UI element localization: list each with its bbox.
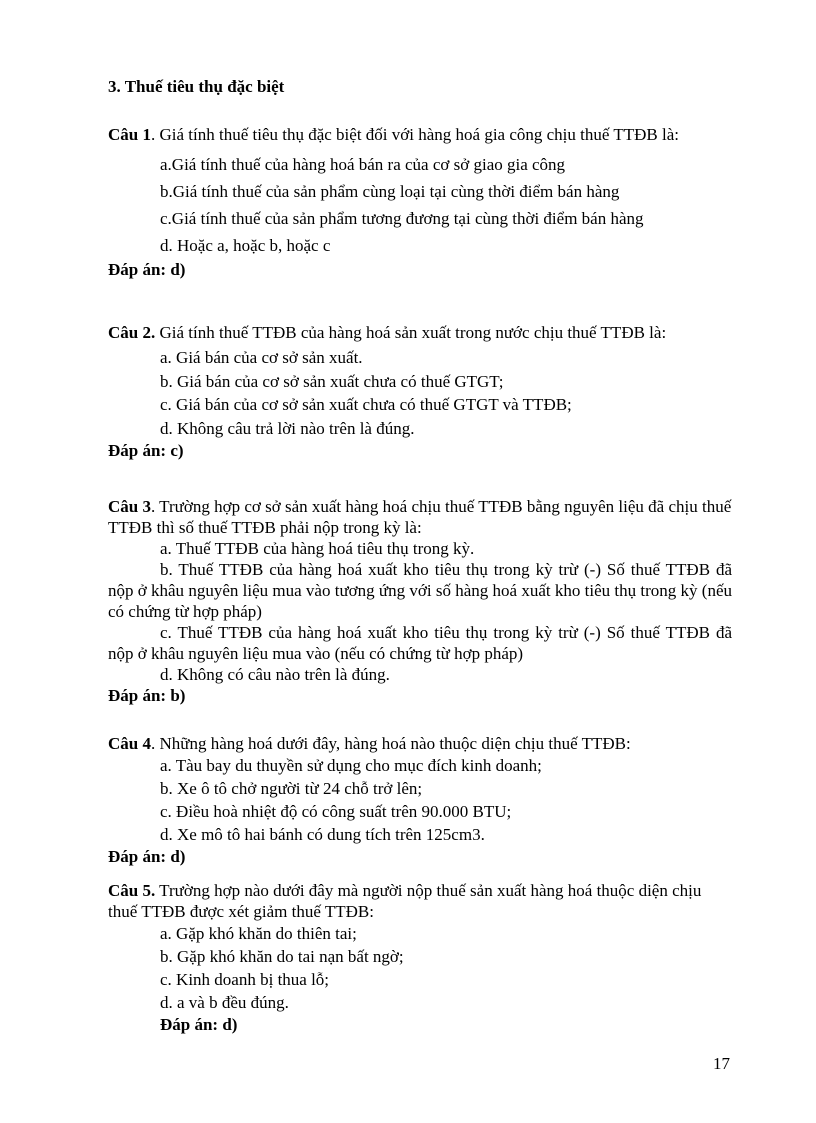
option-b: b. Giá bán của cơ sở sản xuất chưa có thuế GTGT; (160, 371, 504, 391)
question-number: Câu 4 (108, 734, 151, 753)
option-a: a. Giá bán của cơ sở sản xuất. (160, 348, 363, 367)
option-d: d. Không câu trả lời nào trên là đúng. (160, 418, 415, 438)
question-body: . Trường hợp cơ sở sản xuất hàng hoá chịu thuế TTĐB bằng nguyên liệu đã chịu thuế TTĐB thì số thuế TTĐB phải nộp trong kỳ là: (108, 497, 732, 537)
question-text (108, 322, 732, 343)
option-d: d. Xe mô tô hai bánh có dung tích trên 125cm3. (160, 825, 485, 844)
answer: Đáp án: d) (108, 847, 186, 866)
question-1 (108, 123, 732, 280)
option-a: a. Tàu bay du thuyền sử dụng cho mục đích kinh doanh; (160, 756, 542, 775)
question-text (108, 880, 732, 922)
section-title: 3. Thuế tiêu thụ đặc biệt (108, 77, 285, 96)
option-d: d. a và b đều đúng. (160, 993, 289, 1012)
answer: Đáp án: d) (160, 1015, 238, 1034)
question-3 (108, 496, 732, 706)
question-text (108, 123, 732, 147)
answer: Đáp án: b) (108, 686, 186, 705)
question-body: . Giá tính thuế tiêu thụ đặc biệt đối với hàng hoá gia công chịu thuế TTĐB là: (150, 125, 679, 144)
option-c: c. Kinh doanh bị thua lỗ; (160, 970, 330, 989)
question-text (108, 733, 732, 754)
option-b: b. Thuế TTĐB của hàng hoá xuất kho tiêu thụ trong kỳ trừ (-) Số thuế TTĐB đã nộp ở khâu nguyên liệu mua vào tương ứng với số hàng hoá xuất kho tiêu thụ trong kỳ (nếu có chứng từ hợp pháp) (108, 560, 732, 621)
option-c: c. Thuế TTĐB của hàng hoá xuất kho tiêu thụ trong kỳ trừ (-) Số thuế TTĐB đã nộp ở khâu nguyên liệu mua vào (nếu có chứng từ hợp pháp) (108, 623, 732, 663)
question-number: Câu 3 (108, 497, 151, 516)
option-a: a.Giá tính thuế của hàng hoá bán ra của cơ sở giao gia công (160, 155, 566, 174)
question-4 (108, 733, 732, 867)
answer: Đáp án: d) (108, 260, 186, 279)
option-c: c.Giá tính thuế của sản phẩm tương đương tại cùng thời điểm bán hàng (160, 209, 644, 228)
question-5 (108, 880, 732, 1035)
option-b: b. Xe ô tô chở người từ 24 chỗ trở lên; (160, 779, 423, 798)
option-b: b. Gặp khó khăn do tai nạn bất ngờ; (160, 947, 404, 966)
question-number: Câu 2. (108, 323, 156, 342)
question-number: Câu 5. (108, 881, 156, 900)
question-body: Giá tính thuế TTĐB của hàng hoá sản xuất trong nước chịu thuế TTĐB là: (155, 323, 667, 342)
option-a: a. Thuế TTĐB của hàng hoá tiêu thụ trong kỳ. (160, 539, 475, 558)
answer: Đáp án: c) (108, 441, 184, 460)
option-b: b.Giá tính thuế của sản phẩm cùng loại tại cùng thời điểm bán hàng (160, 182, 620, 201)
option-d: d. Không có câu nào trên là đúng. (160, 665, 390, 684)
option-c: c. Giá bán của cơ sở sản xuất chưa có thuế GTGT và TTĐB; (160, 395, 572, 414)
question-body: . Những hàng hoá dưới đây, hàng hoá nào thuộc diện chịu thuế TTĐB: (150, 734, 631, 753)
option-a: a. Gặp khó khăn do thiên tai; (160, 924, 357, 943)
option-c: c. Điều hoà nhiệt độ có công suất trên 90.000 BTU; (160, 802, 512, 821)
option-d: d. Hoặc a, hoặc b, hoặc c (160, 236, 331, 255)
question-text (108, 496, 732, 538)
page-number: 17 (713, 1054, 730, 1073)
question-number: Câu 1 (108, 125, 151, 144)
question-body: Trường hợp nào dưới đây mà người nộp thuế sản xuất hàng hoá thuộc diện chịu thuế TTĐB được xét giảm thuế TTĐB: (108, 881, 702, 921)
question-2 (108, 322, 732, 461)
